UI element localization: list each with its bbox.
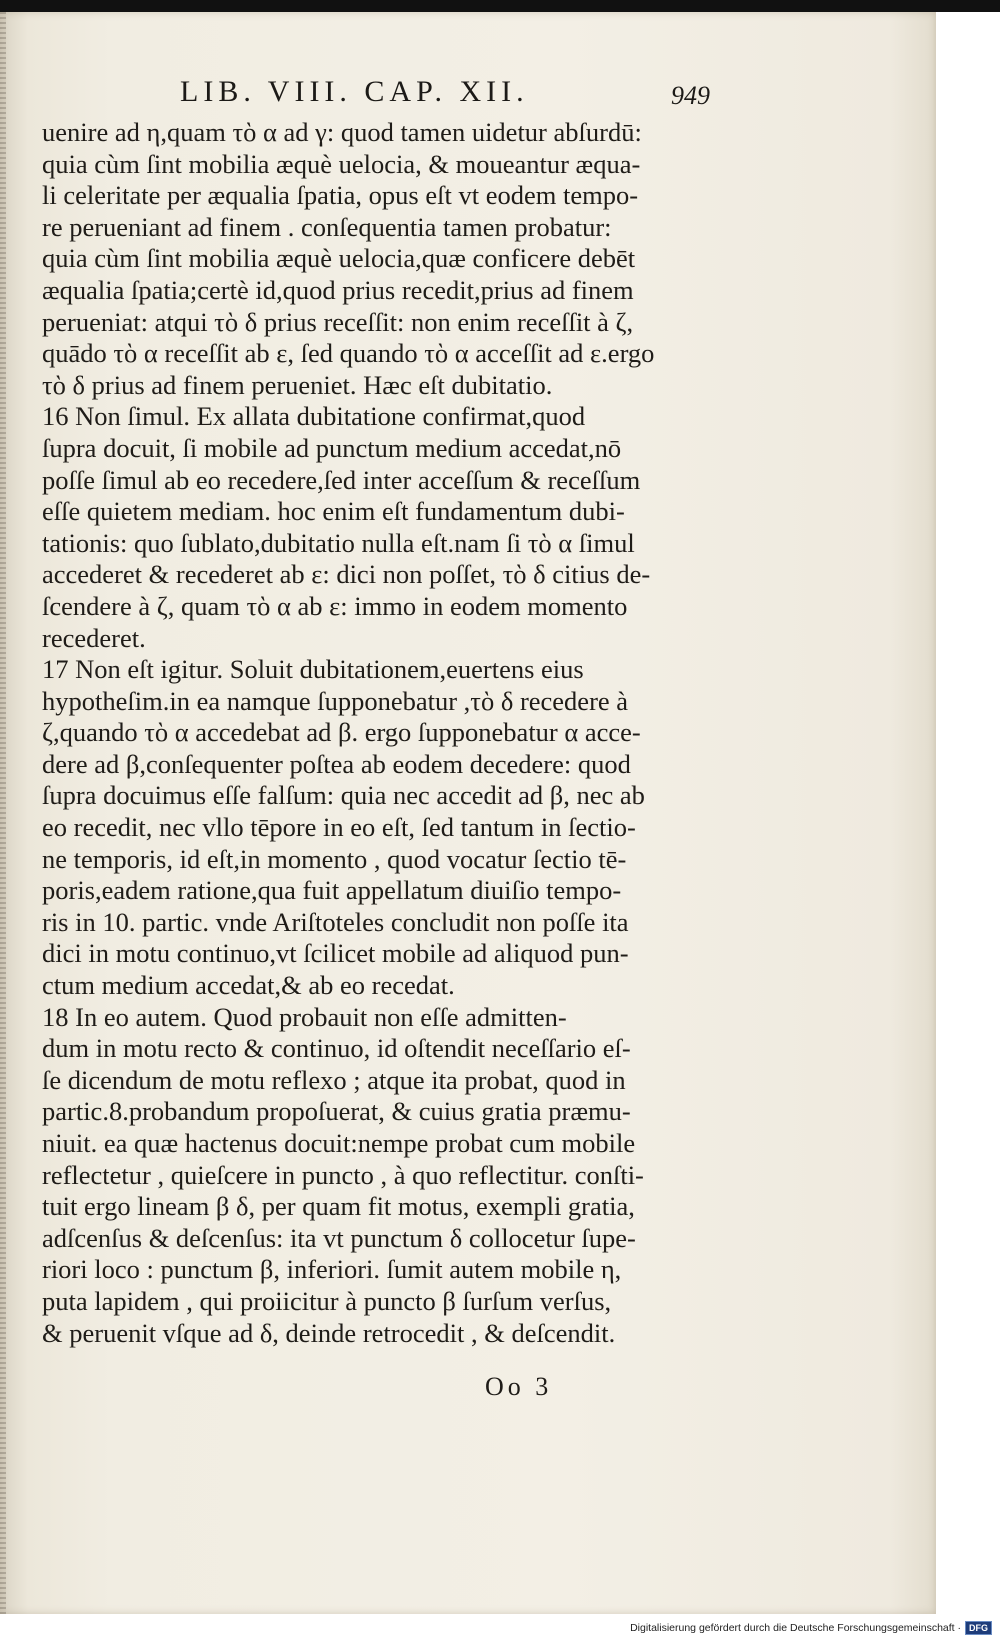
text-line: adſcenſus & deſcenſus: ita vt punctum δ collocetur ſupe- [42,1222,636,1253]
running-title: LIB. VIII. CAP. XII. [180,75,529,108]
text-line: quia cùm ſint mobilia æquè uelocia, & moueantur æqua- [42,148,641,179]
text-line: dere ad β,conſequenter poſtea ab eodem decedere: quod [42,748,631,779]
text-line: eo recedit, nec vllo tēpore in eo eſt, ſed tantum in ſectio- [42,812,636,843]
text-line: dici in motu continuo,vt ſcilicet mobile ad aliquod pun- [42,938,629,969]
text-line: ſcendere à ζ, quam τὸ α ab ε: immo in eodem momento [42,590,628,621]
text-line: ζ,quando τὸ α accedebat ad β. ergo ſupponebatur α acce- [42,717,641,748]
text-line: tationis: quo ſublato,dubitatio nulla eſt.nam ſi τὸ α ſimul [42,527,635,558]
text-line: 16 Non ſimul. Ex allata dubitatione confirmat,quod [42,401,586,432]
text-line: τὸ δ prius ad finem perueniet. Hæc eſt dubitatio. [42,369,553,400]
text-line: poſſe ſimul ab eo recedere,ſed inter acceſſum & receſſum [42,464,641,495]
text-line: li celeritate per æqualia ſpatia, opus eſt vt eodem tempo- [42,180,639,211]
page-number: 949 [671,81,710,110]
text-line: ne temporis, id eſt,in momento , quod vocatur ſectio tē- [42,843,627,874]
scan-top-border [0,0,1000,12]
text-line: ris in 10. partic. vnde Ariſtoteles concludit non poſſe ita [42,906,629,937]
text-line: ſe dicendum de motu reflexo ; atque ita probat, quod in [42,1064,626,1095]
text-line: æqualia ſpatia;certè id,quod prius recedit,prius ad finem [42,274,634,305]
text-line: niuit. ea quæ hactenus docuit:nempe probat cum mobile [42,1128,636,1158]
text-line: uenire ad η,quam τὸ α ad γ: quod tamen uidetur abſurdū: [42,117,642,147]
text-line: dum in motu recto & continuo, id oſtendit neceſſario eſ- [42,1033,631,1064]
text-line: ſupra docuimus eſſe falſum: quia nec accedit ad β, nec ab [42,780,645,811]
text-line: accederet & recederet ab ε: dici non poſſet, τὸ δ citius de- [42,559,651,590]
text-line: hypotheſim.in ea namque ſupponebatur ,τὸ δ recedere à [42,685,629,716]
text-line: reflectetur , quieſcere in puncto , à quo reflectitur. conſti- [42,1159,644,1190]
page-header [40,75,710,115]
text-line: poris,eadem ratione,qua fuit appellatum diuiſio tempo- [42,875,622,906]
text-line: ſupra docuit, ſi mobile ad punctum medium accedat,nō [42,432,622,463]
text-line: & peruenit vſque ad δ, deinde retrocedit , & deſcendit. [42,1317,616,1348]
text-line: tuit ergo lineam β δ, per quam fit motus, exempli gratia, [42,1191,635,1222]
text-line: riori loco : punctum β, inferiori. ſumit autem mobile η, [42,1254,622,1285]
text-line: re perueniant ad finem . conſequentia tamen probatur: [42,211,612,242]
text-line: quia cùm ſint mobilia æquè uelocia,quæ conficere debēt [42,243,636,274]
text-line: ctum medium accedat,& ab eo recedat. [42,970,455,1001]
body-text [42,117,710,1349]
credit-text: Digitalisierung gefördert durch die Deutsche Forschungsgemeinschaft · [630,1622,961,1634]
text-line: puta lapidem , qui proiicitur à puncto β ſurſum verſus, [42,1285,612,1316]
page-edge [0,12,6,1614]
text-line: recederet. [42,622,146,653]
text-line: perueniat: atqui τὸ δ prius receſſit: non enim receſſit à ζ, [42,306,634,337]
signature-mark: Oo 3 [485,1372,553,1401]
text-line: quādo τὸ α receſſit ab ε, ſed quando τὸ α acceſſit ad ε.ergo [42,338,655,369]
text-line: 17 Non eſt igitur. Soluit dubitationem,euertens eius [42,654,584,685]
text-line: eſſe quietem mediam. hoc enim eſt fundamentum dubi- [42,496,625,527]
digitization-credit [630,1621,992,1635]
text-line: 18 In eo autem. Quod probauit non eſſe admitten- [42,1001,567,1032]
text-line: partic.8.probandum propoſuerat, & cuius gratia præmu- [42,1096,631,1127]
dfg-logo-icon: DFG [965,1621,992,1635]
